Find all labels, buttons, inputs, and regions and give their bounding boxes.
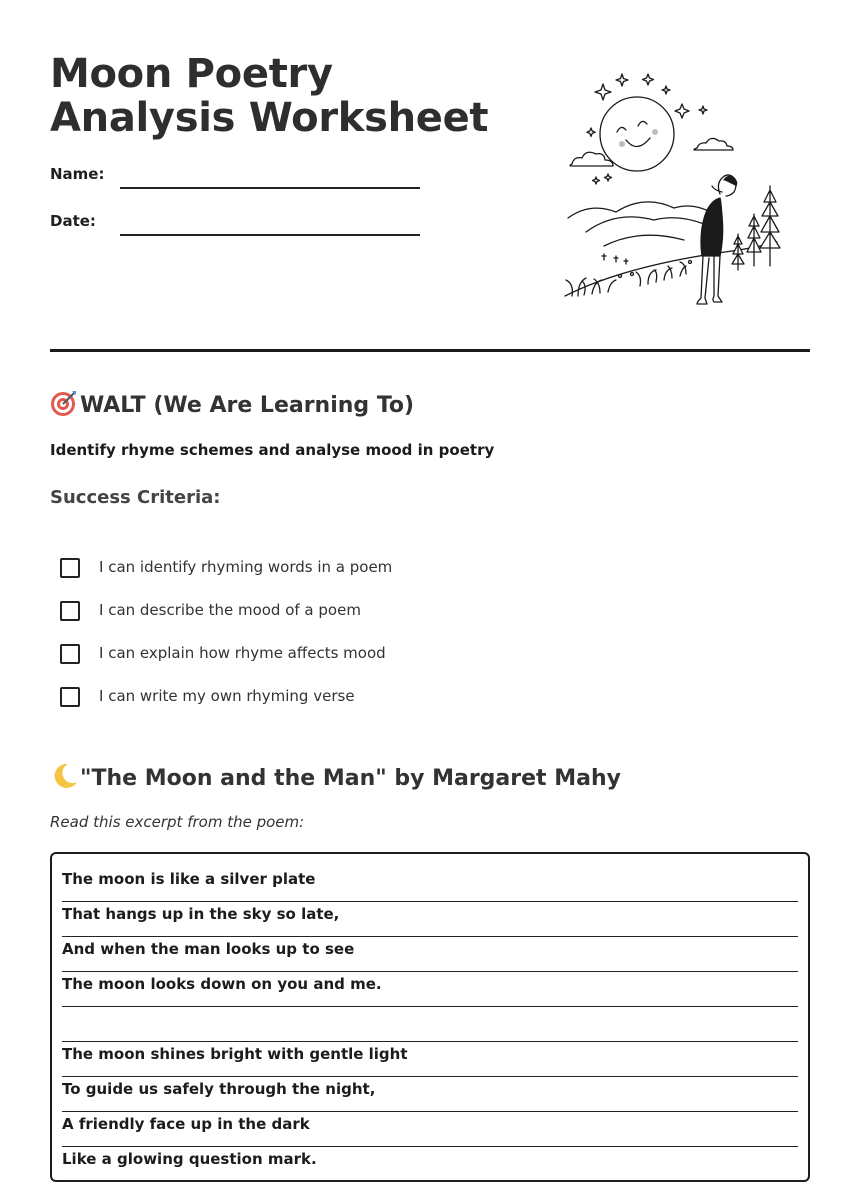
poem-heading-text: "The Moon and the Man" by Margaret Mahy [80, 766, 621, 791]
poem-line [62, 1008, 798, 1042]
criteria-item[interactable] [60, 642, 760, 685]
poem-line-text: The moon shines bright with gentle light [62, 1045, 408, 1063]
criteria-checkbox[interactable] [60, 644, 80, 664]
criteria-text: I can explain how rhyme affects mood [99, 644, 386, 662]
success-criteria-list [60, 556, 760, 728]
date-label: Date: [50, 212, 96, 230]
date-underline [120, 234, 420, 236]
target-icon [50, 389, 80, 423]
poem-line-text: The moon is like a silver plate [62, 870, 316, 888]
poem-line-text: To guide us safely through the night, [62, 1080, 376, 1098]
criteria-checkbox[interactable] [60, 687, 80, 707]
worksheet-title: Moon Poetry Analysis Worksheet [50, 51, 489, 141]
poem-line-text: A friendly face up in the dark [62, 1115, 310, 1133]
poem-line [62, 1148, 798, 1182]
crescent-moon-icon [50, 762, 80, 796]
poem-lines [62, 868, 798, 1183]
moon-gazer-illustration-icon [560, 64, 785, 314]
date-field[interactable] [50, 212, 430, 236]
criteria-item[interactable] [60, 685, 760, 728]
poem-line [62, 903, 798, 937]
success-criteria-heading: Success Criteria: [50, 487, 221, 508]
criteria-item[interactable] [60, 556, 760, 599]
name-field[interactable] [50, 165, 430, 189]
poem-instruction: Read this excerpt from the poem: [50, 813, 305, 831]
poem-line-text: The moon looks down on you and me. [62, 975, 382, 993]
poem-excerpt-box [50, 852, 810, 1182]
poem-line [62, 868, 798, 902]
poem-line-text: Like a glowing question mark. [62, 1150, 317, 1168]
criteria-text: I can identify rhyming words in a poem [99, 558, 393, 576]
poem-line [62, 973, 798, 1007]
criteria-text: I can describe the mood of a poem [99, 601, 361, 619]
walt-goal: Identify rhyme schemes and analyse mood in poetry [50, 441, 495, 459]
poem-line [62, 1078, 798, 1112]
poem-heading [50, 762, 621, 796]
name-label: Name: [50, 165, 105, 183]
walt-heading [50, 389, 414, 423]
name-underline [120, 187, 420, 189]
criteria-checkbox[interactable] [60, 601, 80, 621]
walt-heading-text: WALT (We Are Learning To) [80, 393, 415, 418]
poem-line-text: That hangs up in the sky so late, [62, 905, 340, 923]
criteria-checkbox[interactable] [60, 558, 80, 578]
header-divider [50, 349, 810, 352]
poem-line-text: And when the man looks up to see [62, 940, 355, 958]
poem-line [62, 1043, 798, 1077]
poem-line [62, 1113, 798, 1147]
poem-line [62, 938, 798, 972]
criteria-text: I can write my own rhyming verse [99, 687, 355, 705]
criteria-item[interactable] [60, 599, 760, 642]
